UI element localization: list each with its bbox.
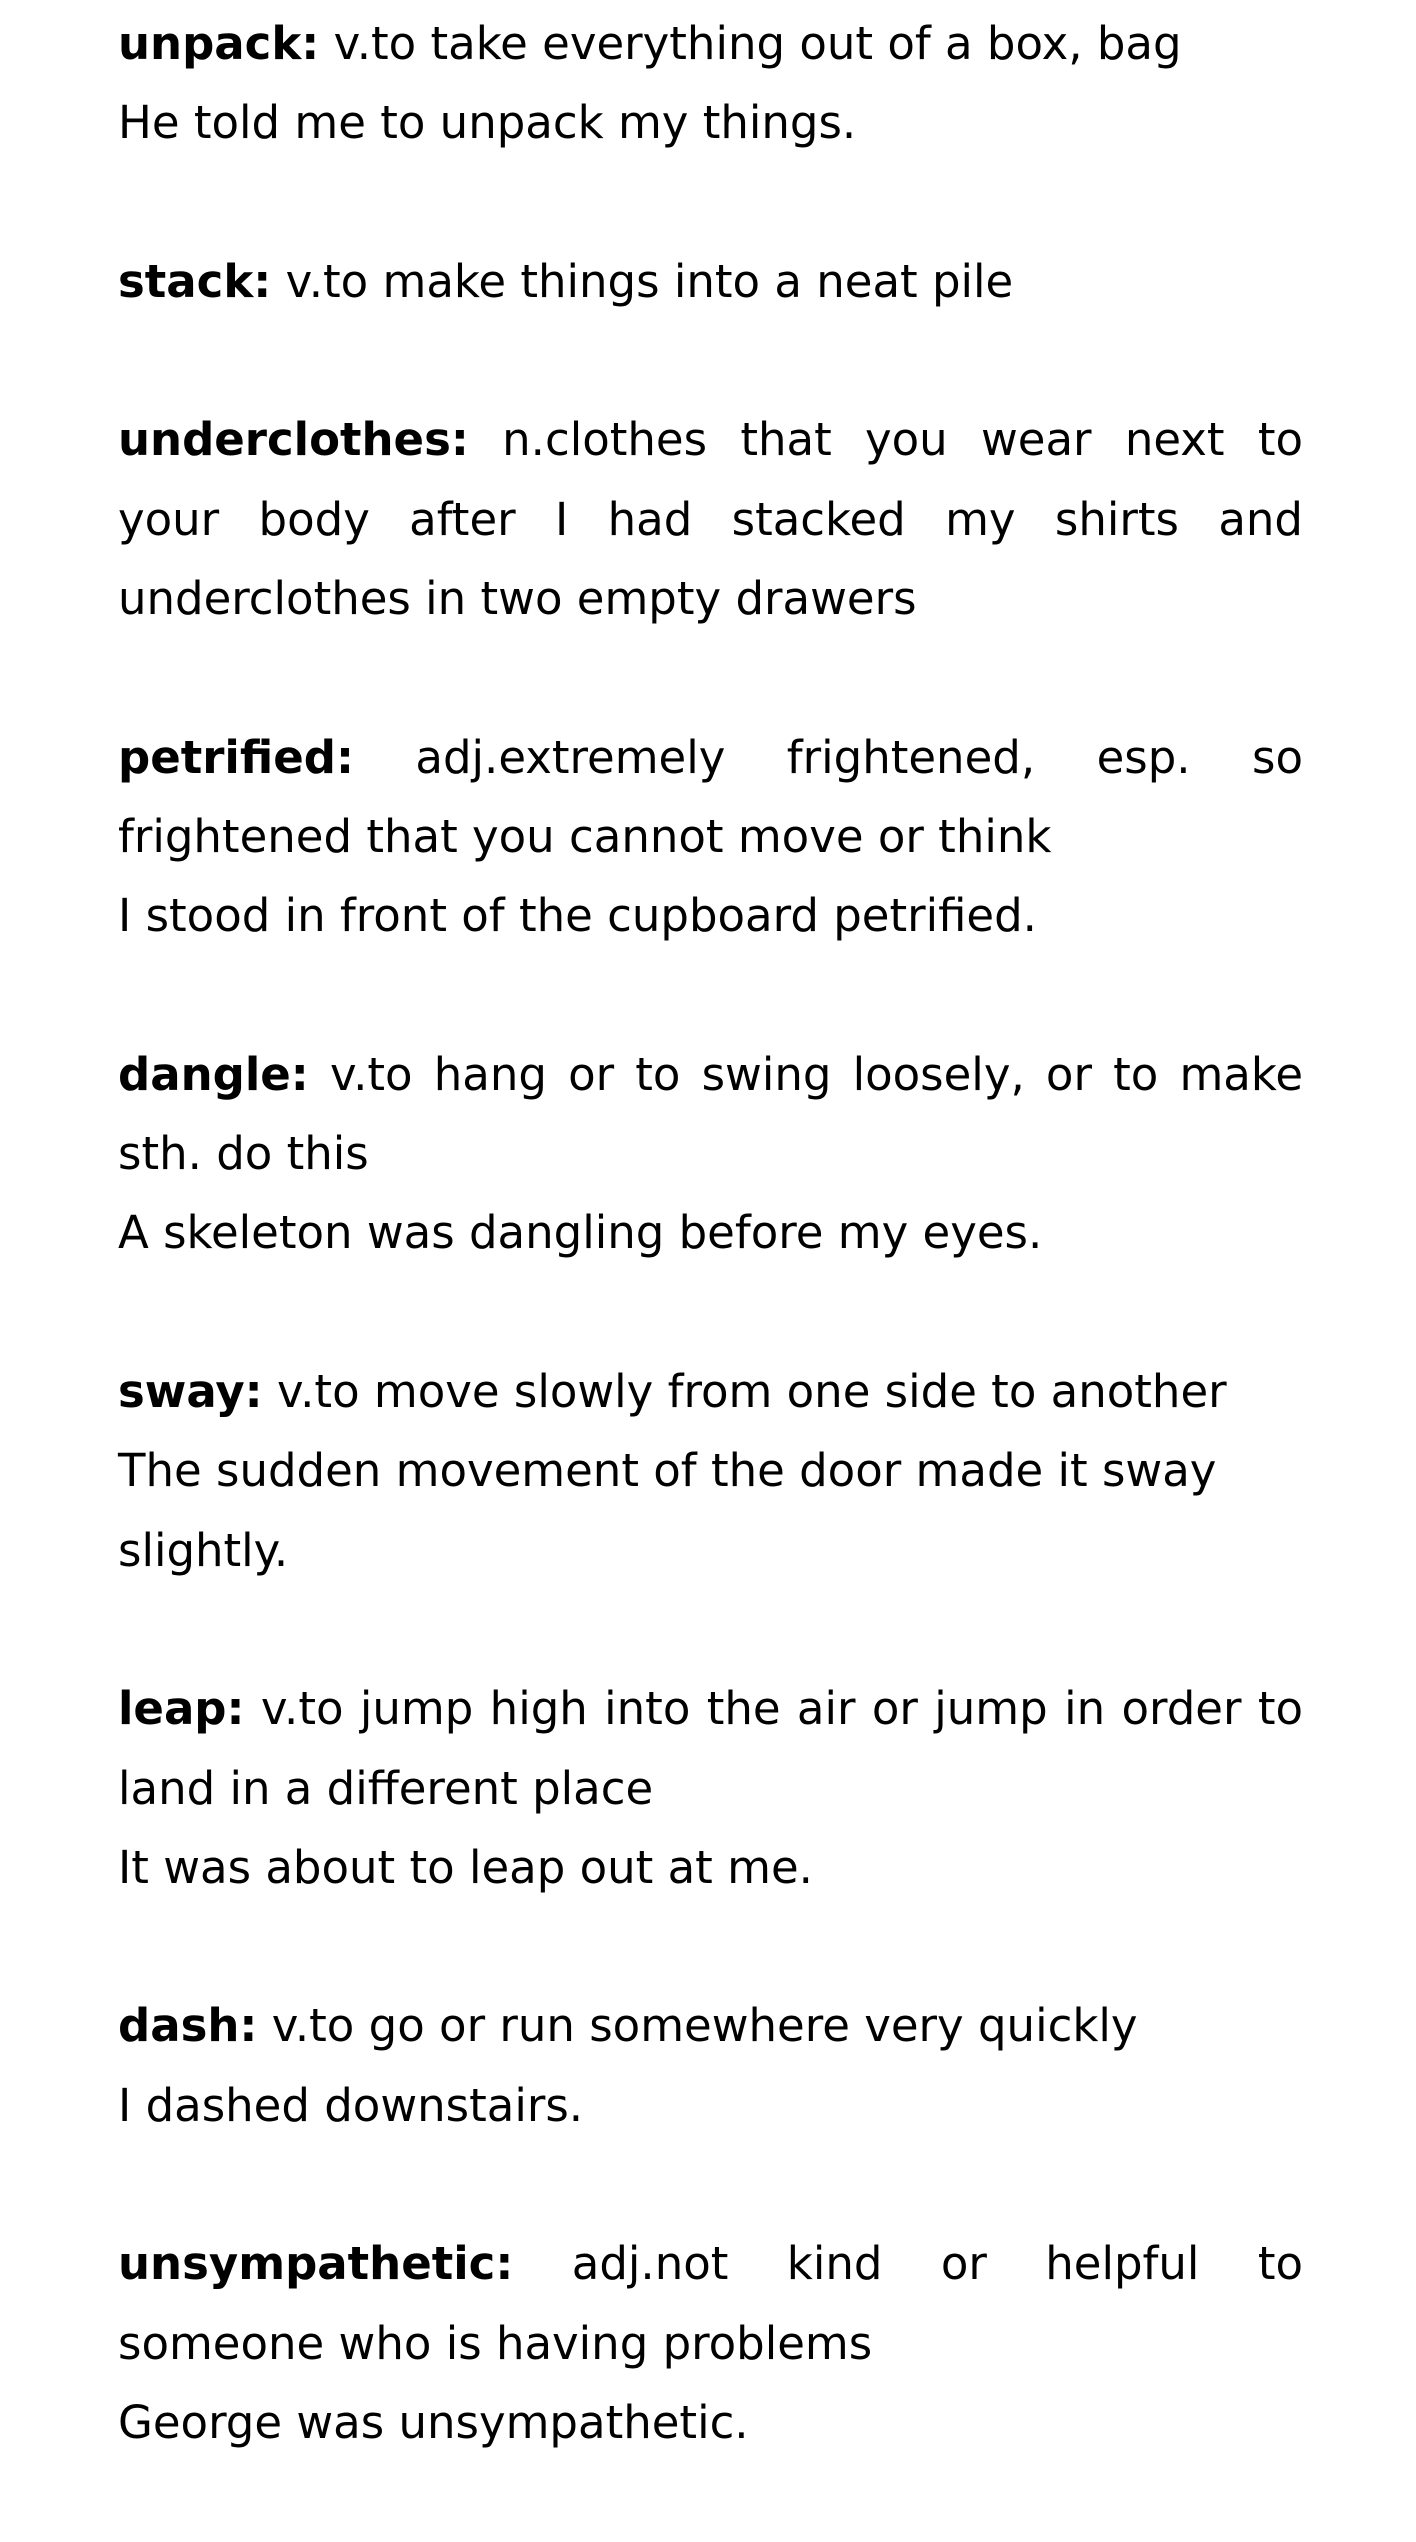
definition-text: n.clothes that you wear next to your body after I had stacked my shirts and underclothes in two empty drawers bbox=[118, 413, 1303, 626]
example-sentence: I stood in front of the cupboard petrified. bbox=[118, 889, 1037, 943]
definition-text: adj.not kind or helpful to someone who is having problems bbox=[118, 2237, 1303, 2370]
definition-text: v.to jump high into the air or jump in order to land in a different place bbox=[118, 1682, 1303, 1815]
definition-text: v.to take everything out of a box, bag bbox=[333, 17, 1182, 70]
vocabulary-list bbox=[118, 0, 1303, 2542]
vocab-entry-underclothes bbox=[118, 400, 1303, 638]
vocab-entry-unsympathetic bbox=[118, 2224, 1303, 2462]
definition-line bbox=[118, 4, 1303, 83]
headword: underclothes: bbox=[118, 413, 469, 467]
definition-text: v.to move slowly from one side to another bbox=[276, 1365, 1227, 1419]
definition-text: v.to hang or to swing loosely, or to make sth. do this bbox=[118, 1047, 1303, 1181]
definition-text: adj.extremely frightened, esp. so frightened that you cannot move or think bbox=[118, 730, 1303, 863]
definition-line bbox=[118, 400, 1303, 638]
vocab-entry-unpack bbox=[118, 4, 1303, 163]
definition-text: v.to make things into a neat pile bbox=[285, 254, 1014, 308]
vocab-entry-dangle bbox=[118, 1035, 1303, 1273]
definition-line bbox=[118, 1669, 1303, 1828]
vocab-entry-petrified bbox=[118, 718, 1303, 956]
vocab-entry-leap bbox=[118, 1669, 1303, 1907]
example-sentence: He told me to unpack my things. bbox=[118, 96, 857, 150]
example-sentence: The sudden movement of the door made it sway slightly. bbox=[118, 1444, 1217, 1577]
definition-line bbox=[118, 1986, 1303, 2065]
headword: dash: bbox=[118, 1999, 258, 2053]
headword: sway: bbox=[118, 1365, 263, 1419]
definition-line bbox=[118, 1035, 1303, 1194]
vocab-entry-stack bbox=[118, 242, 1303, 321]
definition-line bbox=[118, 1352, 1303, 1431]
headword: dangle: bbox=[118, 1047, 309, 1101]
example-sentence: I dashed downstairs. bbox=[118, 2078, 584, 2132]
vocab-entry-dash bbox=[118, 1986, 1303, 2145]
example-sentence: It was about to leap out at me. bbox=[118, 1840, 813, 1894]
headword: unpack: bbox=[118, 17, 320, 70]
headword: unsympathetic: bbox=[118, 2237, 514, 2291]
headword: petrified: bbox=[118, 730, 354, 784]
definition-text: v.to go or run somewhere very quickly bbox=[271, 1999, 1138, 2053]
headword: stack: bbox=[118, 254, 272, 308]
definition-line bbox=[118, 2224, 1303, 2383]
example-sentence: George was unsympathetic. bbox=[118, 2395, 749, 2449]
headword: leap: bbox=[118, 1682, 245, 1736]
example-sentence: A skeleton was dangling before my eyes. bbox=[118, 1206, 1043, 1260]
definition-line bbox=[118, 242, 1303, 321]
definition-line bbox=[118, 718, 1303, 877]
vocab-entry-sway bbox=[118, 1352, 1303, 1590]
